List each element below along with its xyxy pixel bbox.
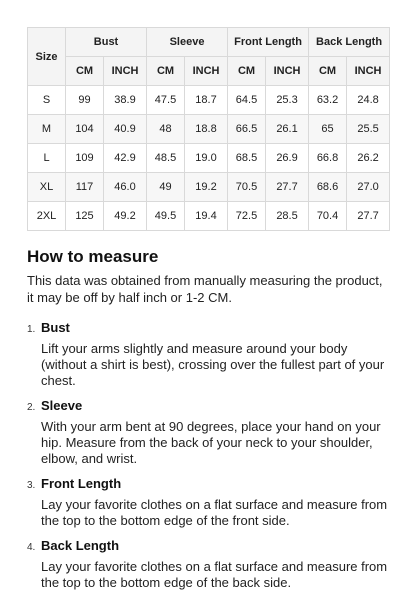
- table-cell: 117: [66, 173, 104, 202]
- table-cell: 66.5: [228, 115, 266, 144]
- table-cell: 19.0: [185, 144, 228, 173]
- step-description: Lay your favorite clothes on a flat surface and measure from the top to the bottom edge of the back side.: [41, 559, 388, 590]
- step-description: With your arm bent at 90 degrees, place your hand on your hip. Measure from the back of your neck to your shoulder, elbow, and wrist.: [41, 419, 381, 466]
- list-item: [27, 320, 389, 389]
- unit-header: CM: [309, 57, 347, 86]
- table-cell: 49.5: [147, 202, 185, 231]
- table-cell: 109: [66, 144, 104, 173]
- table-cell: 27.7: [266, 173, 309, 202]
- table-cell: 42.9: [104, 144, 147, 173]
- unit-header: INCH: [266, 57, 309, 86]
- step-title: Back Length: [41, 538, 120, 553]
- step-description: Lay your favorite clothes on a flat surface and measure from the top to the bottom edge of the front side.: [41, 497, 388, 528]
- group-header-back-length: Back Length: [309, 28, 390, 57]
- table-cell: 63.2: [309, 86, 347, 115]
- table-cell: 18.8: [185, 115, 228, 144]
- table-cell: 25.3: [266, 86, 309, 115]
- table-cell: 64.5: [228, 86, 266, 115]
- unit-header: CM: [228, 57, 266, 86]
- step-number: 3.: [27, 480, 36, 491]
- list-item: [27, 476, 389, 529]
- table-cell: 26.1: [266, 115, 309, 144]
- size-cell: L: [28, 144, 66, 173]
- measure-steps-list: [27, 320, 389, 591]
- step-title: Bust: [41, 320, 70, 335]
- table-cell: 68.6: [309, 173, 347, 202]
- unit-header: INCH: [185, 57, 228, 86]
- table-cell: 66.8: [309, 144, 347, 173]
- table-row: [28, 202, 390, 231]
- table-cell: 24.8: [347, 86, 390, 115]
- step-description: Lift your arms slightly and measure around your body (without a shirt is best), crossing over the fullest part of your chest.: [41, 341, 385, 388]
- table-cell: 68.5: [228, 144, 266, 173]
- unit-header: CM: [147, 57, 185, 86]
- table-cell: 70.5: [228, 173, 266, 202]
- size-cell: M: [28, 115, 66, 144]
- table-cell: 72.5: [228, 202, 266, 231]
- size-cell: 2XL: [28, 202, 66, 231]
- table-cell: 48: [147, 115, 185, 144]
- table-cell: 19.2: [185, 173, 228, 202]
- size-cell: XL: [28, 173, 66, 202]
- size-cell: S: [28, 86, 66, 115]
- table-group-header-row: [28, 28, 390, 57]
- step-number: 4.: [27, 542, 36, 553]
- table-cell: 99: [66, 86, 104, 115]
- table-cell: 18.7: [185, 86, 228, 115]
- table-row: [28, 115, 390, 144]
- how-to-measure-heading: How to measure: [27, 247, 159, 266]
- measure-intro-text: This data was obtained from manually measuring the product, it may be off by half inch or 1-2 CM.: [27, 273, 383, 305]
- table-cell: 19.4: [185, 202, 228, 231]
- table-cell: 49: [147, 173, 185, 202]
- step-number: 1.: [27, 324, 36, 335]
- table-cell: 28.5: [266, 202, 309, 231]
- table-cell: 47.5: [147, 86, 185, 115]
- unit-header: CM: [66, 57, 104, 86]
- table-cell: 48.5: [147, 144, 185, 173]
- size-column-header: Size: [28, 28, 66, 86]
- table-cell: 49.2: [104, 202, 147, 231]
- size-chart-table: [27, 27, 390, 231]
- table-cell: 26.9: [266, 144, 309, 173]
- table-cell: 38.9: [104, 86, 147, 115]
- table-cell: 104: [66, 115, 104, 144]
- step-title: Front Length: [41, 476, 122, 491]
- table-row: [28, 86, 390, 115]
- group-header-sleeve: Sleeve: [147, 28, 228, 57]
- table-row: [28, 144, 390, 173]
- unit-header: INCH: [347, 57, 390, 86]
- table-cell: 26.2: [347, 144, 390, 173]
- table-cell: 27.7: [347, 202, 390, 231]
- table-cell: 65: [309, 115, 347, 144]
- step-number: 2.: [27, 402, 36, 413]
- table-row: [28, 173, 390, 202]
- table-cell: 25.5: [347, 115, 390, 144]
- table-cell: 125: [66, 202, 104, 231]
- step-title: Sleeve: [41, 398, 83, 413]
- table-cell: 40.9: [104, 115, 147, 144]
- table-cell: 27.0: [347, 173, 390, 202]
- list-item: [27, 398, 389, 467]
- group-header-front-length: Front Length: [228, 28, 309, 57]
- table-cell: 46.0: [104, 173, 147, 202]
- group-header-bust: Bust: [66, 28, 147, 57]
- list-item: [27, 538, 389, 591]
- table-cell: 70.4: [309, 202, 347, 231]
- table-unit-header-row: [28, 57, 390, 86]
- unit-header: INCH: [104, 57, 147, 86]
